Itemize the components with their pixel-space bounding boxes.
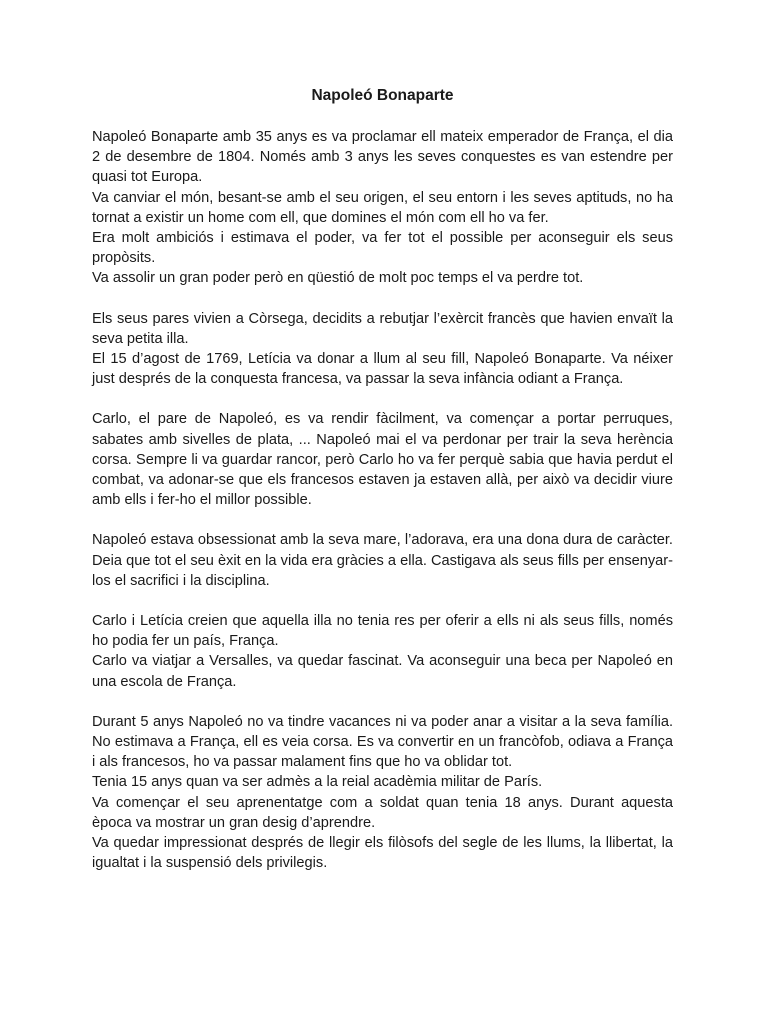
paragraph: Carlo va viatjar a Versalles, va quedar fascinat. Va aconseguir una beca per Napoleó en una escola de França. [92, 653, 673, 690]
section-1 [92, 127, 673, 289]
paragraph: Carlo, el pare de Napoleó, es va rendir fàcilment, va començar a portar perruques, sabates amb sivelles de plata, ... Napoleó mai el va perdonar per trair la seva herència corsa. Sempre li va guardar rancor, però Carlo ho va fer perquè sabia que havia perdut el combat, va adonar-se que els francesos estaven ja estaven allà, per això va decidir viure amb ells i fer-ho el millor possible. [92, 411, 673, 509]
section-2 [92, 309, 673, 390]
document-title: Napoleó Bonaparte [311, 87, 454, 104]
paragraph: Va canviar el món, besant-se amb el seu origen, el seu entorn i les seves aptituds, no ha tornat a existir un home com ell, que domines el món com ell ho va fer. [92, 189, 673, 226]
paragraph: Era molt ambiciós i estimava el poder, va fer tot el possible per aconseguir els seus propòsits. [92, 230, 673, 267]
paragraph: Durant 5 anys Napoleó no va tindre vacances ni va poder anar a visitar a la seva família. No estimava a França, ell es veia corsa. Es va convertir en un francòfob, odiava a França i als francesos, ho va passar malament fins que ho va oblidar tot. [92, 713, 673, 771]
paragraph: Napoleó Bonaparte amb 35 anys es va proclamar ell mateix emperador de França, el dia 2 de desembre de 1804. Només amb 3 anys les seves conquestes es van estendre per quasi tot Europa. [92, 129, 673, 186]
paragraph: Va començar el seu aprenentatge com a soldat quan tenia 18 anys. Durant aquesta època va mostrar un gran desig d’aprendre. [92, 794, 673, 831]
paragraph: Els seus pares vivien a Còrsega, decidits a rebutjar l’exèrcit francès que havien envaït la seva petita illa. [92, 310, 673, 347]
paragraph: Napoleó estava obsessionat amb la seva mare, l’adorava, era una dona dura de caràcter. Deia que tot el seu èxit en la vida era gràcies a ella. Castigava als seus fills per ensenyar-los el sacrifici i la disciplina. [92, 532, 673, 589]
paragraph: Va quedar impressionat després de llegir els filòsofs del segle de les llums, la llibertat, la igualtat i la suspensió dels privilegis. [92, 835, 673, 872]
paragraph: Va assolir un gran poder però en qüestió de molt poc temps el va perdre tot. [92, 270, 584, 287]
section-5 [92, 611, 673, 692]
paragraph: Carlo i Letícia creien que aquella illa no tenia res per oferir a ells ni als seus fills, només ho podia fer un país, França. [92, 613, 673, 650]
section-3 [92, 409, 673, 510]
paragraph: Tenia 15 anys quan va ser admès a la reial acadèmia militar de París. [92, 774, 543, 791]
section-6 [92, 712, 673, 874]
document-page [92, 86, 673, 894]
section-4 [92, 530, 673, 591]
paragraph: El 15 d’agost de 1769, Letícia va donar a llum al seu fill, Napoleó Bonaparte. Va néixer just després de la conquesta francesa, va passar la seva infància odiant a França. [92, 351, 673, 388]
